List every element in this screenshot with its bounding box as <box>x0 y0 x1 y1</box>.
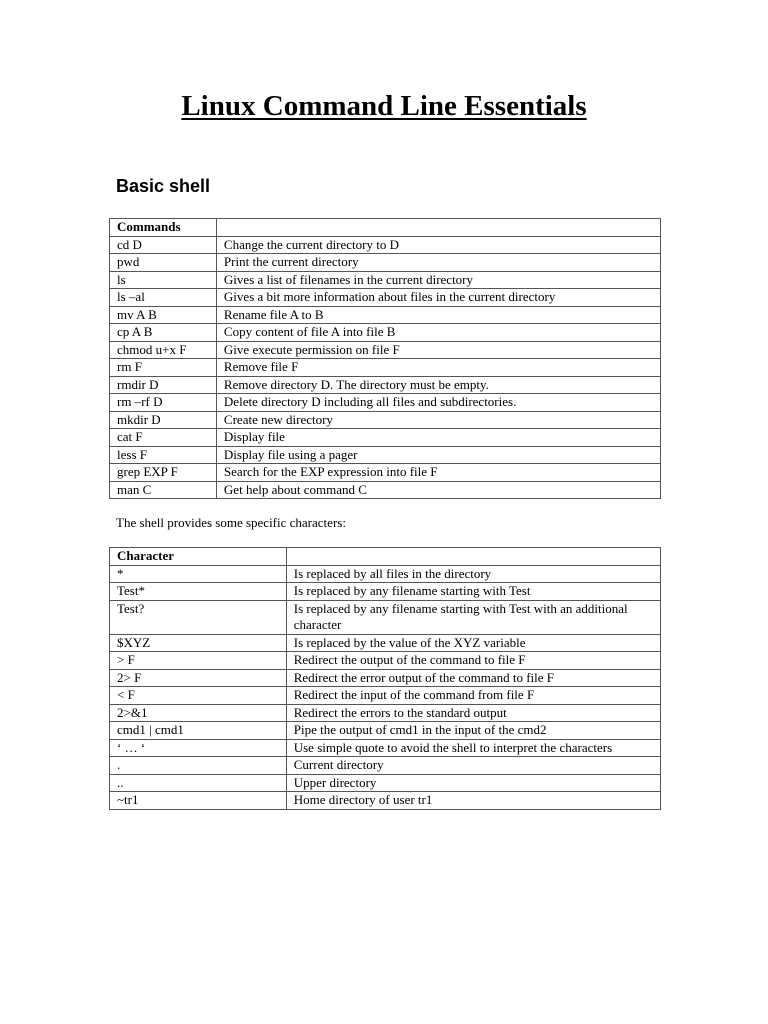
cell-key: .. <box>110 774 287 792</box>
cell-description: Is replaced by the value of the XYZ variable <box>286 634 660 652</box>
cell-description: Display file <box>216 429 660 447</box>
table-row <box>110 565 661 583</box>
table-row <box>110 722 661 740</box>
cell-description: Give execute permission on file F <box>216 341 660 359</box>
cell-key: $XYZ <box>110 634 287 652</box>
cell-description: Change the current directory to D <box>216 236 660 254</box>
cell-key: > F <box>110 652 287 670</box>
cell-key: rmdir D <box>110 376 217 394</box>
table-header-row <box>110 219 661 237</box>
table-row <box>110 289 661 307</box>
table-row <box>110 271 661 289</box>
cell-description: Is replaced by any filename starting with Test with an additional character <box>286 600 660 634</box>
column-header-description <box>216 219 660 237</box>
cell-key: rm F <box>110 359 217 377</box>
cell-description: Remove directory D. The directory must be empty. <box>216 376 660 394</box>
cell-key: cd D <box>110 236 217 254</box>
cell-description: Gives a bit more information about files in the current directory <box>216 289 660 307</box>
cell-description: Is replaced by any filename starting with Test <box>286 583 660 601</box>
cell-description: Redirect the output of the command to file F <box>286 652 660 670</box>
cell-key: 2> F <box>110 669 287 687</box>
characters-intro-text: The shell provides some specific characters: <box>116 515 346 530</box>
cell-description: Redirect the error output of the command to file F <box>286 669 660 687</box>
cell-key: mkdir D <box>110 411 217 429</box>
commands-table <box>109 218 661 499</box>
table-row <box>110 669 661 687</box>
document-title: Linux Command Line Essentials <box>181 90 587 122</box>
cell-description: Delete directory D including all files and subdirectories. <box>216 394 660 412</box>
cell-key: ls <box>110 271 217 289</box>
cell-key: man C <box>110 481 217 499</box>
table-row <box>110 652 661 670</box>
cell-description: Redirect the errors to the standard output <box>286 704 660 722</box>
cell-description: Use simple quote to avoid the shell to interpret the characters <box>286 739 660 757</box>
table-row <box>110 446 661 464</box>
cell-description: Display file using a pager <box>216 446 660 464</box>
cell-key: chmod u+x F <box>110 341 217 359</box>
table-row <box>110 254 661 272</box>
table-row <box>110 306 661 324</box>
cell-description: Get help about command C <box>216 481 660 499</box>
table-row <box>110 634 661 652</box>
cell-key: . <box>110 757 287 775</box>
table-row <box>110 600 661 634</box>
cell-description: Is replaced by all files in the directory <box>286 565 660 583</box>
cell-description: Create new directory <box>216 411 660 429</box>
table-row <box>110 411 661 429</box>
table-row <box>110 774 661 792</box>
table-row <box>110 236 661 254</box>
table-row <box>110 324 661 342</box>
table-row <box>110 704 661 722</box>
table-header-row <box>110 548 661 566</box>
column-header-character: Character <box>110 548 287 566</box>
cell-key: less F <box>110 446 217 464</box>
table-row <box>110 687 661 705</box>
cell-description: Remove file F <box>216 359 660 377</box>
column-header-description <box>286 548 660 566</box>
table-row <box>110 481 661 499</box>
cell-key: < F <box>110 687 287 705</box>
characters-table <box>109 547 661 810</box>
table-row <box>110 583 661 601</box>
cell-description: Home directory of user tr1 <box>286 792 660 810</box>
cell-description: Gives a list of filenames in the current directory <box>216 271 660 289</box>
cell-description: Print the current directory <box>216 254 660 272</box>
table-row <box>110 739 661 757</box>
cell-key: ~tr1 <box>110 792 287 810</box>
cell-key: * <box>110 565 287 583</box>
section-heading-basic-shell: Basic shell <box>116 176 211 196</box>
cell-key: rm –rf D <box>110 394 217 412</box>
table-row <box>110 341 661 359</box>
table-row <box>110 464 661 482</box>
cell-key: 2>&1 <box>110 704 287 722</box>
cell-description: Redirect the input of the command from file F <box>286 687 660 705</box>
cell-description: Search for the EXP expression into file F <box>216 464 660 482</box>
cell-description: Current directory <box>286 757 660 775</box>
cell-key: cat F <box>110 429 217 447</box>
cell-key: cmd1 | cmd1 <box>110 722 287 740</box>
table-row <box>110 394 661 412</box>
table-row <box>110 792 661 810</box>
cell-key: pwd <box>110 254 217 272</box>
cell-description: Copy content of file A into file B <box>216 324 660 342</box>
table-row <box>110 757 661 775</box>
table-row <box>110 429 661 447</box>
cell-description: Pipe the output of cmd1 in the input of the cmd2 <box>286 722 660 740</box>
table-row <box>110 359 661 377</box>
cell-key: Test? <box>110 600 287 634</box>
cell-key: ls –al <box>110 289 217 307</box>
cell-key: cp A B <box>110 324 217 342</box>
cell-description: Upper directory <box>286 774 660 792</box>
cell-key: ‘ … ‘ <box>110 739 287 757</box>
cell-key: grep EXP F <box>110 464 217 482</box>
table-row <box>110 376 661 394</box>
cell-description: Rename file A to B <box>216 306 660 324</box>
cell-key: mv A B <box>110 306 217 324</box>
column-header-commands: Commands <box>110 219 217 237</box>
cell-key: Test* <box>110 583 287 601</box>
